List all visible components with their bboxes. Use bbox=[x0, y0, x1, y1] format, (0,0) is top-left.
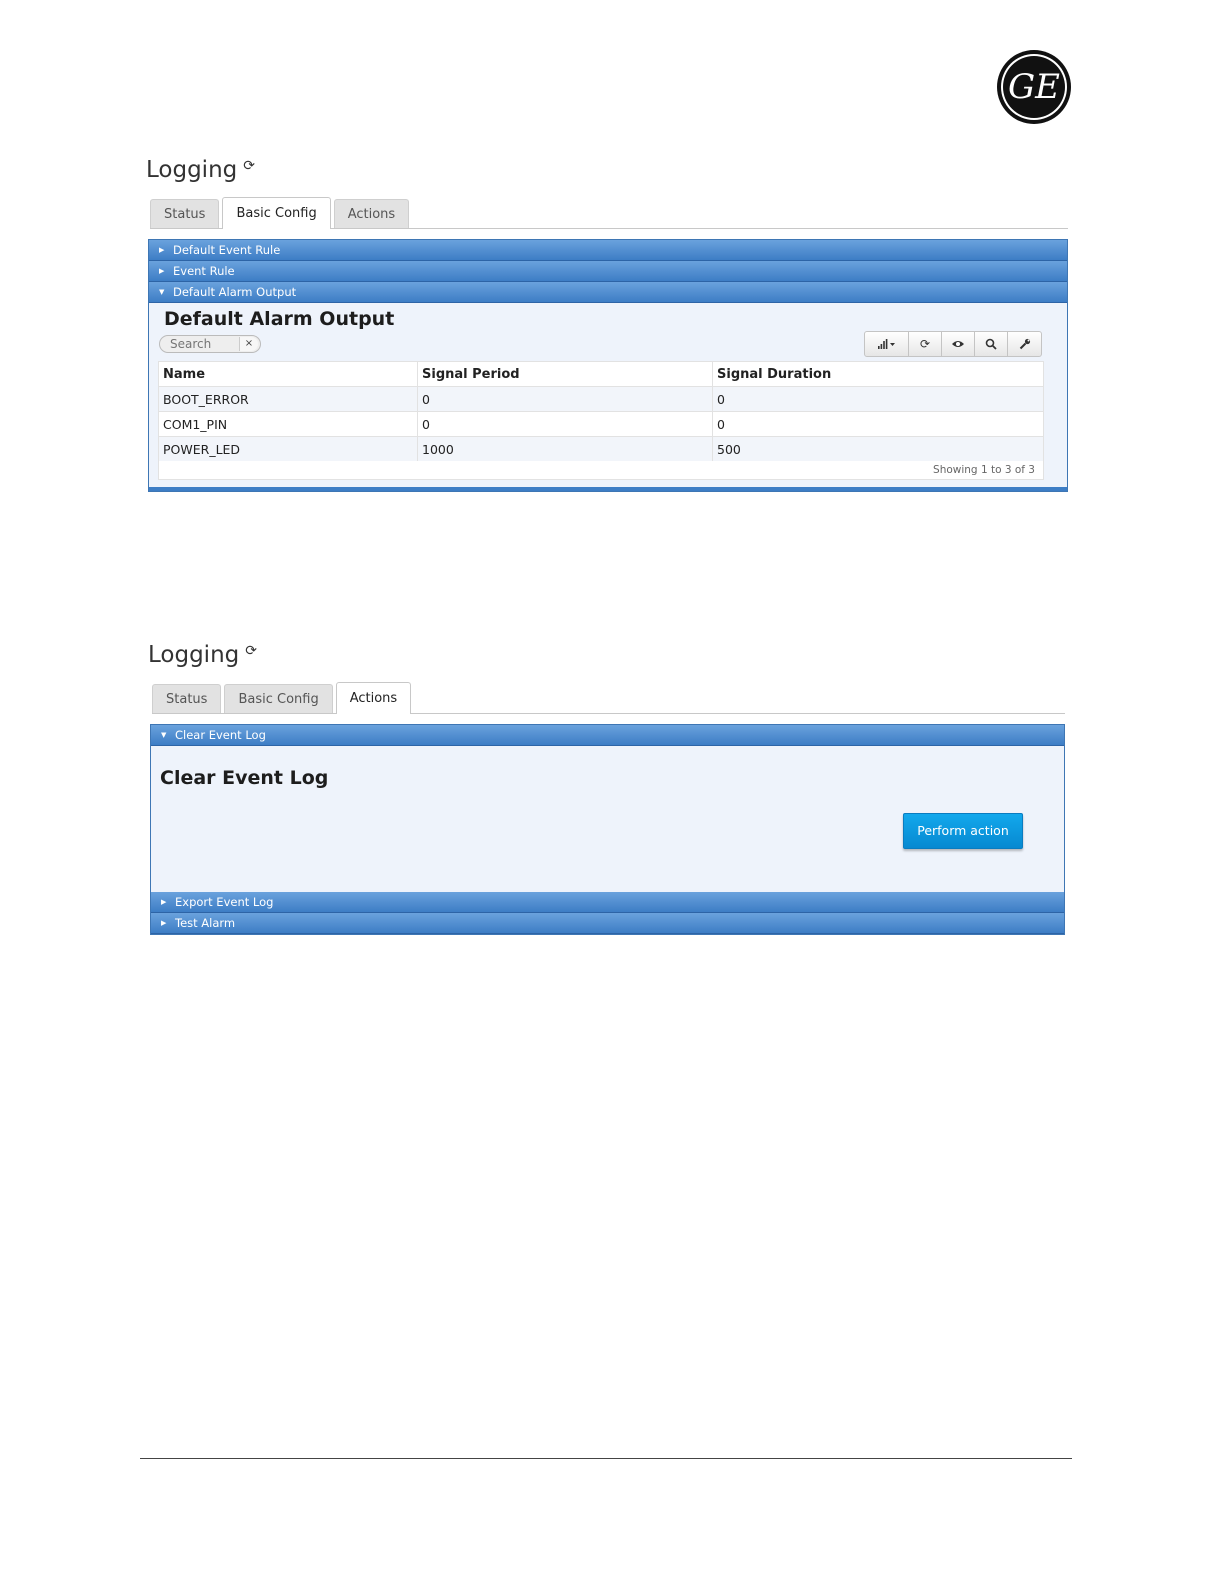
column-header-signal-duration[interactable]: Signal Duration bbox=[713, 362, 1044, 387]
accordion-label: Export Event Log bbox=[175, 895, 274, 909]
cell-name: POWER_LED bbox=[159, 437, 418, 462]
wrench-icon bbox=[1019, 338, 1031, 350]
tab-basic-config[interactable]: Basic Config bbox=[222, 197, 330, 229]
advanced-search-button[interactable] bbox=[975, 332, 1008, 356]
refresh-icon: ⟳ bbox=[919, 337, 931, 351]
accordion-bottom-edge bbox=[149, 487, 1067, 491]
accordion-label: Event Rule bbox=[173, 264, 235, 278]
page-title-text: Logging bbox=[148, 642, 240, 668]
table-toolbar bbox=[864, 331, 1042, 357]
table-header-row bbox=[159, 362, 1044, 387]
refresh-icon[interactable]: ⟳ bbox=[245, 643, 257, 659]
accordion-label: Default Event Rule bbox=[173, 243, 281, 257]
caret-down-icon: ▼ bbox=[159, 288, 165, 296]
cell-name: COM1_PIN bbox=[159, 412, 418, 437]
accordion-header-default-alarm-output[interactable] bbox=[149, 282, 1067, 303]
cell-signal-duration: 0 bbox=[713, 387, 1044, 412]
search-input[interactable] bbox=[160, 336, 240, 352]
toggle-view-button[interactable] bbox=[942, 332, 975, 356]
tab-status[interactable]: Status bbox=[152, 684, 221, 713]
tab-actions[interactable]: Actions bbox=[334, 199, 410, 228]
cell-signal-duration: 500 bbox=[713, 437, 1044, 462]
caret-right-icon: ▶ bbox=[161, 919, 167, 927]
tab-status[interactable]: Status bbox=[150, 199, 219, 228]
cell-signal-duration: 0 bbox=[713, 412, 1044, 437]
columns-icon bbox=[877, 338, 897, 350]
alarm-output-table bbox=[158, 361, 1044, 462]
accordion bbox=[148, 239, 1068, 492]
accordion-header-event-rule[interactable] bbox=[149, 261, 1067, 282]
accordion-label: Default Alarm Output bbox=[173, 285, 297, 299]
page-title bbox=[148, 642, 257, 668]
accordion-header-default-event-rule[interactable] bbox=[149, 240, 1067, 261]
accordion bbox=[150, 724, 1065, 935]
page-title bbox=[146, 157, 255, 183]
accordion-body bbox=[151, 746, 1064, 892]
caret-right-icon: ▶ bbox=[159, 267, 165, 275]
table-row[interactable] bbox=[159, 387, 1044, 412]
footer-divider bbox=[140, 1458, 1072, 1459]
accordion-header-test-alarm[interactable] bbox=[151, 913, 1064, 934]
accordion-header-export-event-log[interactable] bbox=[151, 892, 1064, 913]
columns-button[interactable] bbox=[865, 332, 909, 356]
refresh-button[interactable] bbox=[909, 332, 942, 356]
perform-action-button[interactable]: Perform action bbox=[903, 813, 1023, 849]
page-title-text: Logging bbox=[146, 157, 238, 183]
table-footer: Showing 1 to 3 of 3 bbox=[158, 461, 1044, 480]
accordion-label: Test Alarm bbox=[175, 916, 236, 930]
tab-basic-config[interactable]: Basic Config bbox=[224, 684, 332, 713]
column-header-name[interactable]: Name bbox=[159, 362, 418, 387]
search-icon bbox=[985, 338, 997, 350]
caret-right-icon: ▶ bbox=[159, 246, 165, 254]
refresh-icon[interactable]: ⟳ bbox=[243, 158, 255, 174]
cell-signal-period: 1000 bbox=[418, 437, 713, 462]
tab-bar bbox=[152, 681, 1065, 714]
tab-actions[interactable]: Actions bbox=[336, 682, 412, 714]
accordion-header-clear-event-log[interactable] bbox=[151, 725, 1064, 746]
table-row[interactable] bbox=[159, 437, 1044, 462]
caret-down-icon: ▼ bbox=[161, 731, 167, 739]
table-row[interactable] bbox=[159, 412, 1044, 437]
accordion-body bbox=[149, 303, 1067, 487]
settings-button[interactable] bbox=[1008, 332, 1041, 356]
ge-logo bbox=[996, 49, 1072, 125]
section-title: Clear Event Log bbox=[160, 767, 329, 789]
eye-icon bbox=[951, 339, 965, 349]
caret-right-icon: ▶ bbox=[161, 898, 167, 906]
tab-bar bbox=[150, 196, 1068, 229]
column-header-signal-period[interactable]: Signal Period bbox=[418, 362, 713, 387]
section-title: Default Alarm Output bbox=[164, 308, 395, 330]
clear-search-button[interactable]: × bbox=[239, 337, 258, 351]
search-box bbox=[159, 335, 261, 353]
cell-name: BOOT_ERROR bbox=[159, 387, 418, 412]
ge-logo-text: GE bbox=[1008, 67, 1060, 107]
accordion-label: Clear Event Log bbox=[175, 728, 266, 742]
cell-signal-period: 0 bbox=[418, 387, 713, 412]
cell-signal-period: 0 bbox=[418, 412, 713, 437]
